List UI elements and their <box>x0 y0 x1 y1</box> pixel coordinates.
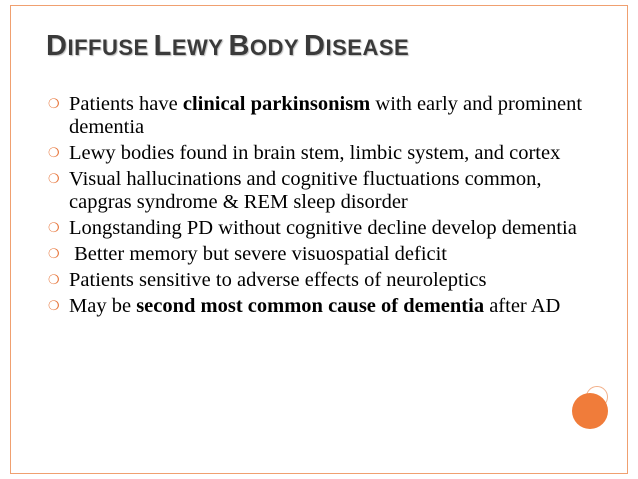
bullet-marker-icon: ❍ <box>48 146 60 161</box>
bullet-text: Lewy bodies found in brain stem, limbic system, and cortex <box>69 142 561 164</box>
bullet-marker-icon: ❍ <box>48 221 60 236</box>
bullet-list <box>48 93 593 321</box>
bullet-text: Patients have <box>69 93 183 115</box>
bullet-item <box>48 295 593 318</box>
slide-border-top <box>10 5 627 6</box>
title-word-4-rest: ISEASE <box>325 35 410 60</box>
bullet-text: Visual hallucinations and cognitive fluctuations common, capgras syndrome & REM sleep disorder <box>69 168 542 213</box>
bullet-text: with early and prominent dementia <box>69 93 583 138</box>
title-word-2-initial: L <box>153 30 172 62</box>
bullet-item <box>48 243 593 266</box>
bullet-marker-icon: ❍ <box>48 247 60 262</box>
slide-title <box>46 30 409 63</box>
bullet-item <box>48 142 593 165</box>
bullet-item <box>48 269 593 292</box>
bullet-item <box>48 217 593 240</box>
bullet-text: after AD <box>484 295 561 317</box>
bullet-marker-icon: ❍ <box>48 172 60 187</box>
bullet-item <box>48 168 593 214</box>
slide-border-right <box>627 5 628 474</box>
title-word-3-initial: B <box>228 30 250 62</box>
bullet-emphasis: clinical parkinsonism <box>182 93 371 115</box>
bullet-item <box>48 93 593 139</box>
bullet-text: Longstanding PD without cognitive decline develop dementia <box>69 217 577 239</box>
bullet-marker-icon: ❍ <box>48 97 60 112</box>
bullet-text: Patients sensitive to adverse effects of neuroleptics <box>69 269 487 291</box>
title-word-1-rest: IFFUSE <box>67 35 149 60</box>
bullet-emphasis: second most common cause of dementia <box>136 295 485 317</box>
title-word-4-initial: D <box>304 30 326 62</box>
slide-border-bottom <box>10 473 627 474</box>
bullet-marker-icon: ❍ <box>48 273 60 288</box>
bullet-text: May be <box>69 295 137 317</box>
decorative-orange-circle <box>572 393 608 429</box>
bullet-marker-icon: ❍ <box>48 299 60 314</box>
title-word-1-initial: D <box>46 30 68 62</box>
title-word-3-rest: ODY <box>249 35 300 60</box>
bullet-text: Better memory but severe visuospatial deficit <box>69 243 447 265</box>
slide-border-left <box>10 5 11 474</box>
title-word-2-rest: EWY <box>171 35 224 60</box>
